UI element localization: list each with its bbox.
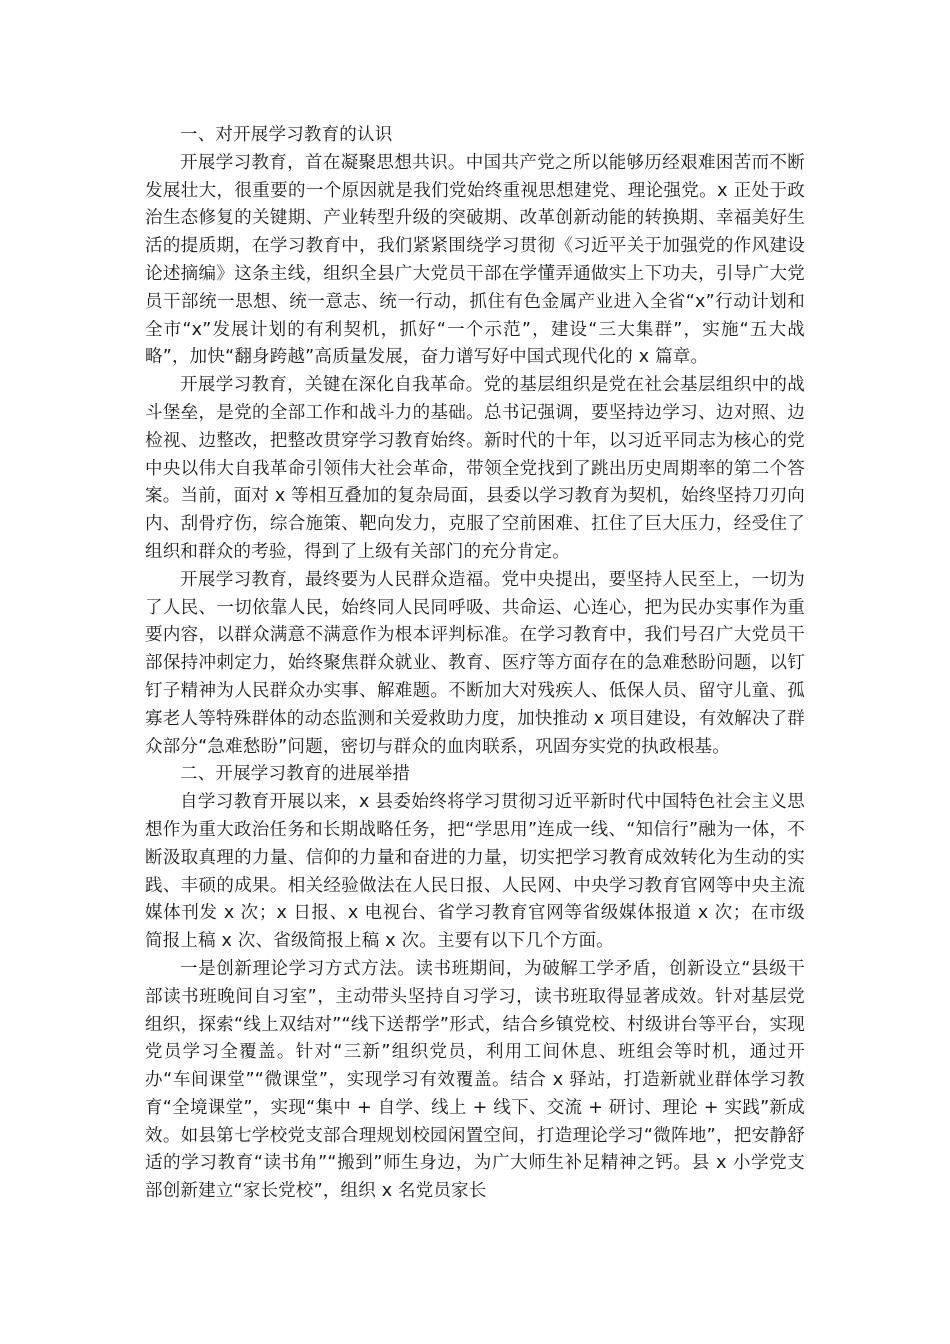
document-page [145,122,805,1206]
paragraph: 开展学习教育，最终要为人民群众造福。党中央提出，要坚持人民至上，一切为了人民、一切依靠人民，始终同人民同呼吸、共命运、心连心，把为民办实事作为重要内容，以群众满意不满意作为根本评判标准。在学习教育中，我们号召广大党员干部保持冲刺定力，始终聚焦群众就业、教育、医疗等方面存在的急难愁盼问题，以钉钉子精神为人民群众办实事、解难题。不断加大对残疾人、低保人员、留守儿童、孤寡老人等特殊群体的动态监测和关爱救助力度，加快推动 x 项目建设，有效解决了群众部分“急难愁盼”问题，密切与群众的血肉联系，巩固夯实党的执政根基。 [145,569,805,757]
paragraph: 自学习教育开展以来，x 县委始终将学习贯彻习近平新时代中国特色社会主义思想作为重大政治任务和长期战略任务，把“学思用”连成一线、“知信行”融为一体，不断汲取真理的力量、信仰的力量和奋进的力量，切实把学习教育成效转化为生动的实践、丰硕的成果。相关经验做法在人民日报、人民网、中央学习教育官网等中央主流媒体刊发 x 次；x 日报、x 电视台、省学习教育官网等省级媒体报道 x 次；在市级简报上稿 x 次、省级简报上稿 x 次。主要有以下几个方面。 [145,792,805,952]
paragraph: 开展学习教育，首在凝聚思想共识。中国共产党之所以能够历经艰难困苦而不断发展壮大，很重要的一个原因就是我们党始终重视思想建党、理论强党。x 正处于政治生态修复的关键期、产业转型升级的突破期、改革创新动能的转换期、幸福美好生活的提质期，在学习教育中，我们紧紧围绕学习贯彻《习近平关于加强党的作风建设论述摘编》这条主线，组织全县广大党员干部在学懂弄通做实上下功夫，引导广大党员干部统一思想、统一意志、统一行动，抓住有色金属产业进入全省“x”行动计划和全市“x”发展计划的有利契机，抓好“一个示范”，建设“三大集群”，实施“五大战略”，加快“翻身跨越”高质量发展，奋力谱写好中国式现代化的 x 篇章。 [145,152,805,368]
section-heading-2: 二、开展学习教育的进展举措 [180,764,411,785]
paragraph: 一是创新理论学习方式方法。读书班期间，为破解工学矛盾，创新设立“县级干部读书班晚间自习室”，主动带头坚持自习学习，读书班取得显著成效。针对基层党组织，探索“线上双结对”“线下送帮学”形式，结合乡镇党校、村级讲台等平台，实现党员学习全覆盖。针对“三新”组织党员，利用工间休息、班组会等时机，通过开办“车间课堂”“微课堂”，实现学习有效覆盖。结合 x 驿站，打造新就业群体学习教育“全境课堂”，实现“集中 + 自学、线上 + 线下、交流 + 研讨、理论 + 实践”新成效。如县第七学校党支部合理规划校园闲置空间，打造理论学习“微阵地”，把安静舒适的学习教育“读书角”“搬到”师生身边，为广大师生补足精神之钙。县 x 小学党支部创新建立“家长党校”，组织 x 名党员家长 [145,958,805,1202]
section-heading-1: 一、对开展学习教育的认识 [180,125,393,145]
paragraph: 开展学习教育，关键在深化自我革命。党的基层组织是党在社会基层组织中的战斗堡垒，是党的全部工作和战斗力的基础。总书记强调，要坚持边学习、边对照、边检视、边整改，把整改贯穿学习教育始终。新时代的十年，以习近平同志为核心的党中央以伟大自我革命引领伟大社会革命，带领全党找到了跳出历史周期率的第二个答案。当前，面对 x 等相互叠加的复杂局面，县委以学习教育为契机，始终坚持刀刃向内、刮骨疗伤，综合施策、靶向发力，克服了空前困难、扛住了巨大压力，经受住了组织和群众的考验，得到了上级有关部门的充分肯定。 [145,375,805,562]
